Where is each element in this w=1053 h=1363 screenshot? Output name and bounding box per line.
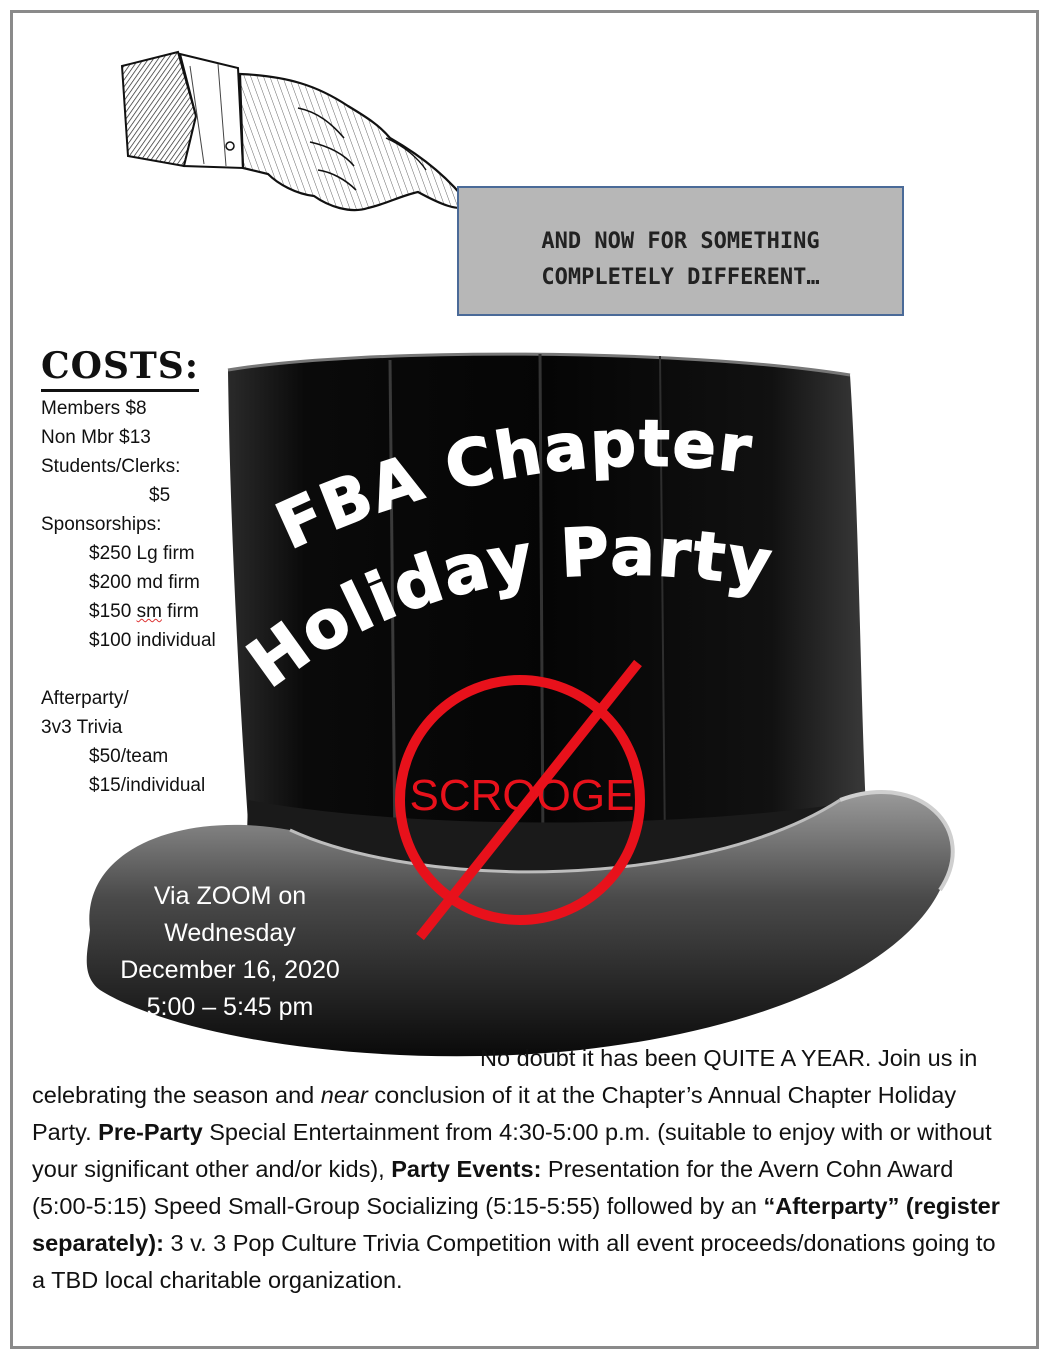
costs-title: COSTS: (41, 343, 199, 392)
sponsor-small-firm (41, 597, 251, 626)
no-scrooge-sign (370, 655, 680, 945)
sponsor-medium-firm: $200 md firm (89, 572, 200, 593)
description-part-3: Special Entertainment from 4:30-5:00 p.m. (suitable to enjoy with or without your significant other and/or kids), (32, 1119, 992, 1182)
description-preparty: Pre-Party (98, 1119, 203, 1145)
cost-non-members: Non Mbr $13 (41, 427, 151, 448)
sponsor-small-price: $150 (89, 601, 132, 622)
sponsor-large-firm: $250 Lg firm (89, 543, 195, 564)
title-line-1: FBA Chapter (266, 407, 757, 565)
sponsor-small-rest: firm (167, 601, 199, 622)
description-near: near (320, 1082, 368, 1108)
trivia-label: 3v3 Trivia (41, 717, 123, 738)
event-details (100, 878, 360, 1026)
pointing-hand-illustration (118, 46, 478, 221)
sponsor-small-word: sm (136, 601, 162, 622)
trivia-individual-price: $15/individual (89, 775, 206, 796)
cost-students-label: Students/Clerks: (41, 456, 181, 477)
title-line-2: Holiday Party (233, 513, 779, 703)
callout-text (459, 224, 902, 296)
description-part-5: 3 v. 3 Pop Culture Trivia Competition with all event proceeds/donations going to a TBD local charitable organization. (32, 1230, 996, 1293)
afterparty-label: Afterparty/ (41, 688, 129, 709)
sponsorships-label: Sponsorships: (41, 514, 162, 535)
description-afterparty: “Afterparty” (register separately): (32, 1193, 1000, 1256)
description-part-1: No doubt it has been QUITE A YEAR. Join us in celebrating the season and (32, 1045, 978, 1108)
spacer (41, 655, 251, 684)
callout-line-1: AND NOW FOR SOMETHING (541, 229, 820, 254)
event-description (32, 1040, 1012, 1299)
event-line-2: Wednesday (164, 919, 296, 947)
description-part-4: Presentation for the Avern Cohn Award (5:00-5:15) Speed Small-Group Socializing (5:15-5:55) followed by an (32, 1156, 954, 1219)
event-line-3: December 16, 2020 (120, 956, 340, 984)
description-party-events: Party Events: (391, 1156, 542, 1182)
event-line-4: 5:00 – 5:45 pm (146, 993, 314, 1021)
trivia-team-price: $50/team (89, 746, 169, 767)
cost-members: Members $8 (41, 398, 147, 419)
cost-students-price: $5 (149, 485, 171, 506)
costs-panel (41, 343, 251, 800)
event-line-1: Via ZOOM on (153, 882, 307, 910)
callout-box (457, 186, 904, 316)
scrooge-label: SCROOGE (409, 771, 635, 820)
sponsor-individual: $100 individual (89, 630, 216, 651)
callout-line-2: COMPLETELY DIFFERENT… (541, 265, 820, 290)
description-part-2: conclusion of it at the Chapter’s Annual Chapter Holiday Party. (32, 1082, 957, 1145)
